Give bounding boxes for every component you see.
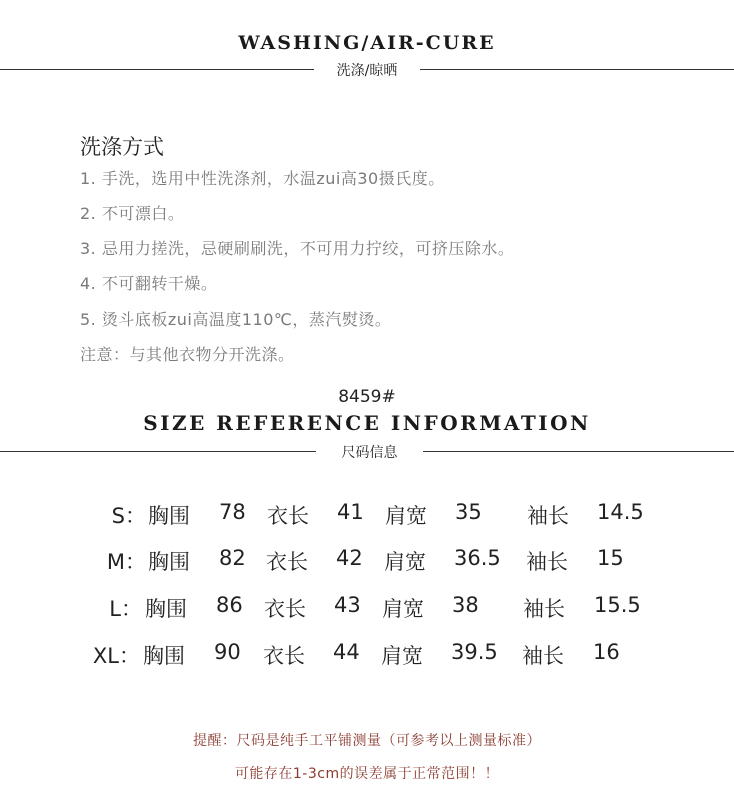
washing-title: WASHING/AIR-CURE bbox=[238, 32, 496, 54]
size-label: M： bbox=[106, 550, 146, 574]
size-title: SIZE REFERENCE INFORMATION bbox=[143, 411, 591, 435]
sleeve-label: 袖长 bbox=[523, 597, 565, 621]
size-row-l bbox=[0, 593, 734, 633]
size-rule-left bbox=[0, 451, 316, 452]
chest-label: 胸围 bbox=[148, 550, 190, 574]
washing-subtitle: 洗涤/晾晒 bbox=[336, 63, 398, 79]
shoulder-value: 35 bbox=[455, 500, 482, 524]
sleeve-value: 16 bbox=[593, 640, 620, 664]
size-subtitle: 尺码信息 bbox=[341, 445, 398, 461]
chest-label: 胸围 bbox=[145, 597, 187, 621]
care-heading: 洗涤方式 bbox=[80, 135, 164, 159]
washing-rule-left bbox=[0, 69, 314, 70]
length-label: 衣长 bbox=[264, 597, 306, 621]
care-line-3: 3. 忌用力搓洗，忌硬刷刷洗，不可用力拧绞，可挤压除水。 bbox=[80, 239, 515, 258]
shoulder-label: 肩宽 bbox=[385, 504, 427, 528]
shoulder-label: 肩宽 bbox=[382, 597, 424, 621]
care-line-2: 2. 不可漂白。 bbox=[80, 204, 185, 223]
chest-value: 78 bbox=[219, 500, 246, 524]
product-code: 8459# bbox=[338, 387, 396, 407]
length-label: 衣长 bbox=[266, 550, 308, 574]
sleeve-value: 15 bbox=[597, 546, 624, 570]
length-value: 43 bbox=[334, 593, 361, 617]
sleeve-label: 袖长 bbox=[522, 644, 564, 668]
measurement-note: 提醒：尺码是纯手工平铺测量（可参考以上测量标准） bbox=[193, 733, 541, 749]
size-row-xl bbox=[0, 640, 734, 680]
size-label: XL： bbox=[92, 644, 140, 668]
size-row-s bbox=[0, 500, 734, 540]
chest-value: 82 bbox=[219, 546, 246, 570]
care-line-1: 1. 手洗，选用中性洗涤剂，水温zui高30摄氏度。 bbox=[80, 169, 445, 188]
chest-label: 胸围 bbox=[148, 504, 190, 528]
sleeve-label: 袖长 bbox=[526, 550, 568, 574]
length-value: 41 bbox=[337, 500, 364, 524]
sleeve-label: 袖长 bbox=[527, 504, 569, 528]
length-label: 衣长 bbox=[267, 504, 309, 528]
size-rule-right bbox=[423, 451, 734, 452]
tolerance-note: 可能存在1-3cm的误差属于正常范围！！ bbox=[234, 766, 500, 782]
length-value: 42 bbox=[336, 546, 363, 570]
chest-value: 86 bbox=[216, 593, 243, 617]
length-value: 44 bbox=[333, 640, 360, 664]
shoulder-label: 肩宽 bbox=[384, 550, 426, 574]
shoulder-value: 36.5 bbox=[454, 546, 501, 570]
washing-rule-right bbox=[420, 69, 734, 70]
length-label: 衣长 bbox=[263, 644, 305, 668]
care-line-4: 4. 不可翻转干燥。 bbox=[80, 274, 218, 293]
care-line-5: 5. 烫斗底板zui高温度110℃，蒸汽熨烫。 bbox=[80, 310, 392, 329]
size-label: S： bbox=[111, 504, 146, 528]
size-label: L： bbox=[109, 597, 142, 621]
chest-label: 胸围 bbox=[143, 644, 185, 668]
shoulder-value: 38 bbox=[452, 593, 479, 617]
shoulder-label: 肩宽 bbox=[381, 644, 423, 668]
sleeve-value: 14.5 bbox=[597, 500, 644, 524]
sleeve-value: 15.5 bbox=[594, 593, 641, 617]
care-note: 注意：与其他衣物分开洗涤。 bbox=[80, 345, 295, 364]
shoulder-value: 39.5 bbox=[451, 640, 498, 664]
chest-value: 90 bbox=[214, 640, 241, 664]
size-row-m bbox=[0, 546, 734, 586]
